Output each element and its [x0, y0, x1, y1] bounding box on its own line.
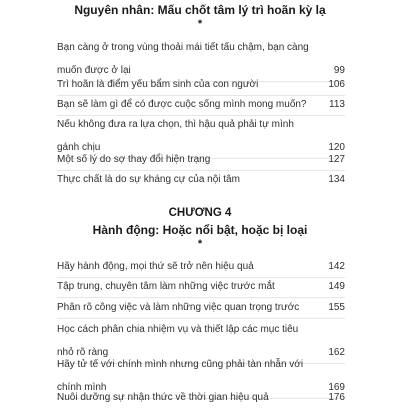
toc-entry-title: Học cách phân chia nhiệm vụ và thiết lập các mục tiêu nhỏ rõ ràng — [57, 324, 299, 358]
toc-entry-page: 169 — [328, 382, 345, 393]
toc-entry-title: Một số lý do sợ thay đổi hiện trạng — [57, 154, 211, 165]
section-ornament: * — [197, 238, 203, 250]
toc-entry[interactable] — [57, 296, 345, 319]
toc-entry-page: 142 — [328, 261, 345, 272]
toc-entry-page: 113 — [329, 99, 345, 110]
toc-entry-title: Bạn sẽ làm gì để có được cuộc sống mình mong muốn? — [57, 99, 307, 110]
toc-entry-title: Bạn càng ở trong vùng thoải mái tiết tấu chậm, bạn càng muốn được ở lại — [57, 42, 309, 76]
chapter-label: CHƯƠNG 4 — [168, 207, 232, 219]
toc-entry-title: Hãy tử tế với chính mình nhưng cũng phải tàn nhẫn với chính mình — [57, 359, 304, 393]
toc-entry-title: Nuôi dưỡng sự nhận thức về thời gian hiệu quả — [57, 392, 269, 403]
toc-entry-title: Phân rõ công việc và làm những việc quan trọng trước — [57, 302, 300, 313]
toc-entry-page: 162 — [328, 347, 345, 358]
toc-entry-title: Hãy hành động, mọi thứ sẽ trở nên hiệu quả — [57, 261, 254, 272]
toc-entry-page: 99 — [333, 65, 345, 76]
toc-entry-page: 134 — [328, 174, 345, 185]
toc-entry-page: 149 — [328, 281, 345, 292]
toc-entry-page: 106 — [328, 79, 345, 90]
toc-entry[interactable] — [57, 275, 345, 298]
toc-entry[interactable] — [57, 386, 345, 409]
section-ornament: * — [197, 18, 203, 30]
part-title: Nguyên nhân: Mấu chốt tâm lý trì hoãn kỳ lạ — [74, 3, 326, 17]
toc-entry-title: Nếu không đưa ra lựa chọn, thì hậu quả phải tự mình gánh chịu — [57, 119, 294, 153]
toc-entry-title: Thực chất là do sự kháng cự của nội tâm — [57, 174, 240, 185]
toc-entry-page: 176 — [328, 392, 345, 403]
toc-entry-page: 155 — [328, 302, 345, 313]
toc-entry-page: 120 — [328, 142, 345, 153]
chapter-title: Hành động: Hoặc nổi bật, hoặc bị loại — [92, 223, 308, 237]
toc-entry-title: Trì hoãn là điểm yếu bẩm sinh của con người — [57, 79, 259, 90]
toc-entry-title: Tập trung, chuyên tâm làm những việc trước mắt — [57, 281, 275, 292]
toc-entry-page: 127 — [328, 154, 345, 165]
toc-entry[interactable] — [57, 168, 345, 191]
